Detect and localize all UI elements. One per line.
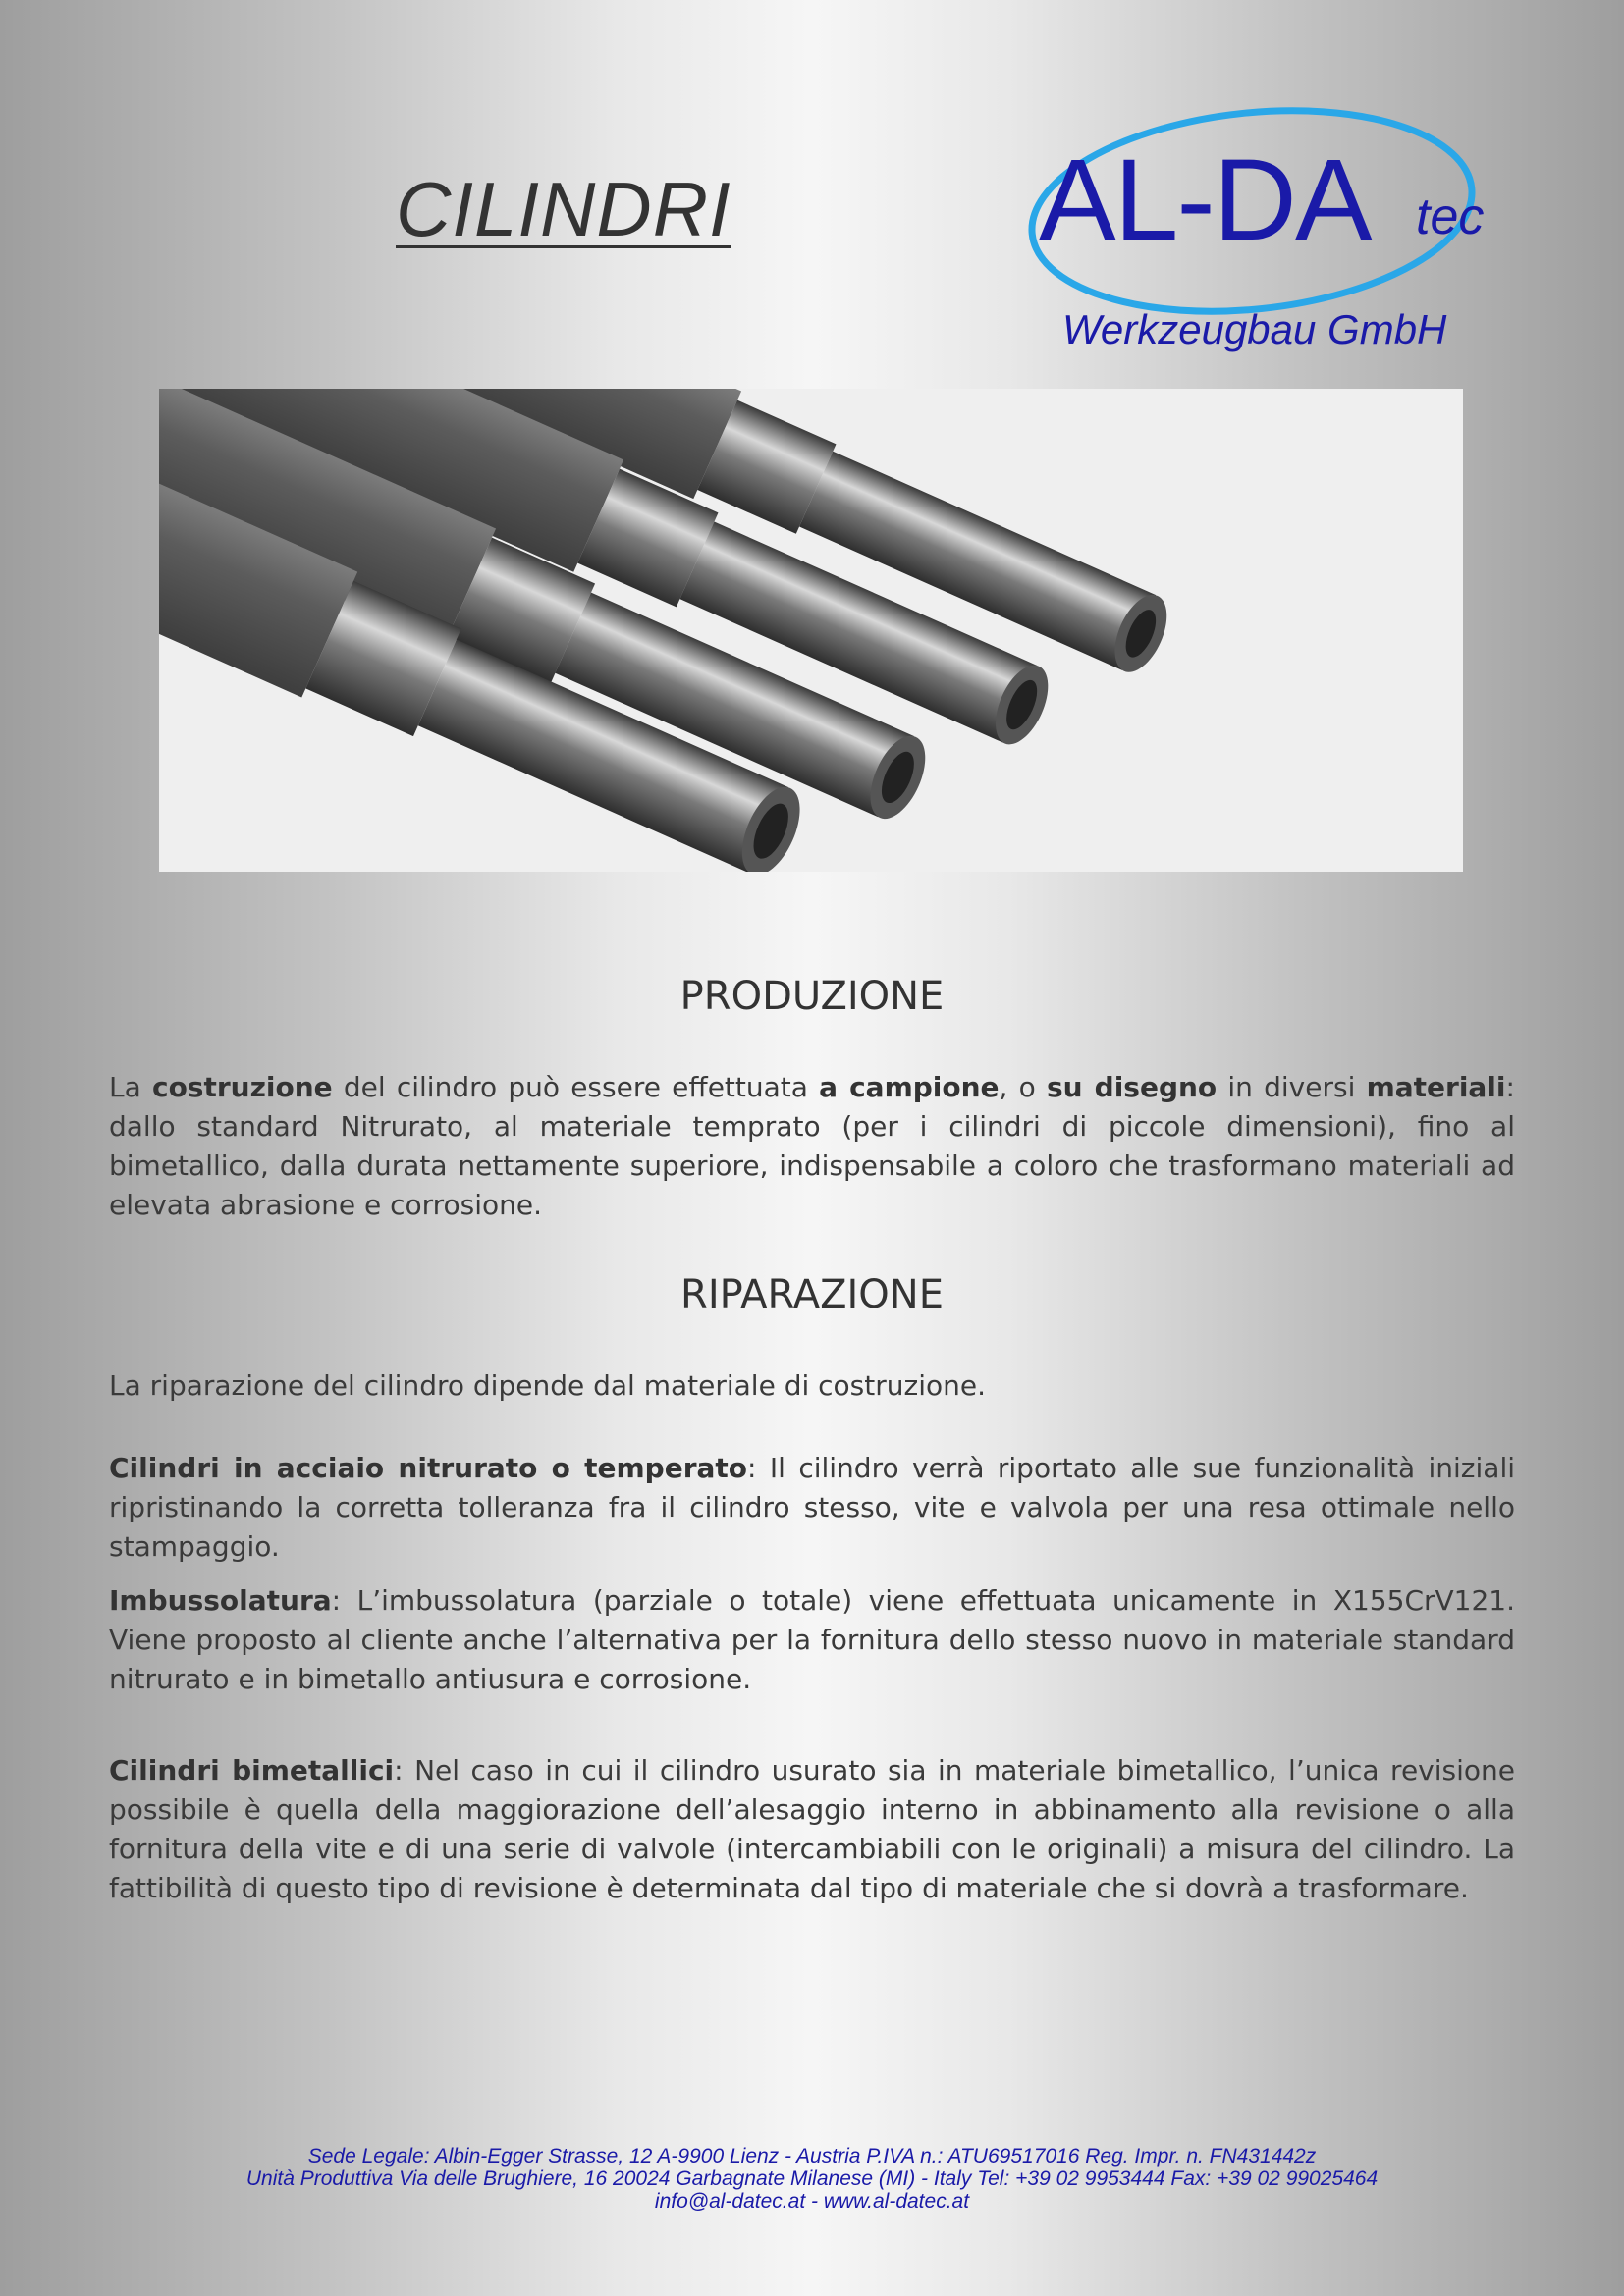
produzione-paragraph: La costruzione del cilindro può essere effettuata a campione, o su disegno in diversi materiali: dallo standard Nitrurato, al materiale temprato (per i cilindri di piccole dimensioni), fino al bimetallico, dalla durata nettamente superiore, indispensabile a coloro che trasformano materiali ad elevata abrasione e corrosione.: [109, 1071, 1515, 1221]
riparazione-bimetallici-paragraph: Cilindri bimetallici: Nel caso in cui il cilindro usurato sia in materiale bimetallico, l’unica revisione possibile è quella della maggiorazione dell’alesaggio interno in abbinamento alla revisione o alla fornitura della vite e di una serie di valvole (intercambiabili con le originali) a misura del cilindro. La fattibilità di questo tipo di revisione è determinata dal tipo di materiale che si dovrà a trasformare.: [109, 1754, 1515, 1904]
footer-legal-address: Sede Legale: Albin-Egger Strasse, 12 A-9900 Lienz - Austria P.IVA n.: ATU69517016 Reg. Impr. n. FN431442z: [307, 2145, 1317, 2167]
riparazione-nitrurato-paragraph: Cilindri in acciaio nitrurato o temperato: Il cilindro verrà riportato alle sue funzionalità iniziali ripristinando la corretta tolleranza fra il cilindro stesso, vite e valvola per una resa ottimale nello stampaggio.: [109, 1452, 1515, 1563]
footer-contact: [0, 2145, 1624, 2213]
logo-subtitle: Werkzeugbau GmbH: [1062, 306, 1447, 352]
page-title: CILINDRI: [396, 166, 731, 252]
section-title-produzione: PRODUZIONE: [679, 974, 945, 1019]
company-logo: [1021, 54, 1512, 368]
riparazione-intro: La riparazione del cilindro dipende dal materiale di costruzione.: [109, 1369, 986, 1402]
logo-suffix: tec: [1416, 188, 1485, 245]
section-title-riparazione: RIPARAZIONE: [680, 1272, 944, 1317]
footer-production-address: Unità Produttiva Via delle Brughiere, 16 20024 Garbagnate Milanese (MI) - Italy Tel: +39 02 9953444 Fax: +39 02 99025464: [245, 2167, 1379, 2190]
logo-wordmark: AL-DA: [1039, 135, 1371, 265]
footer-email-web: info@al-datec.at - www.al-datec.at: [654, 2190, 970, 2213]
riparazione-imbussolatura-paragraph: Imbussolatura: L’imbussolatura (parziale o totale) viene effettuata unicamente in X155CrV121. Viene proposto al cliente anche l’alternativa per la fornitura dello stesso nuovo in materiale standard nitrurato e in bimetallo antiusura e corrosione.: [109, 1584, 1515, 1695]
steel-cylinders-photo: [159, 389, 1463, 872]
